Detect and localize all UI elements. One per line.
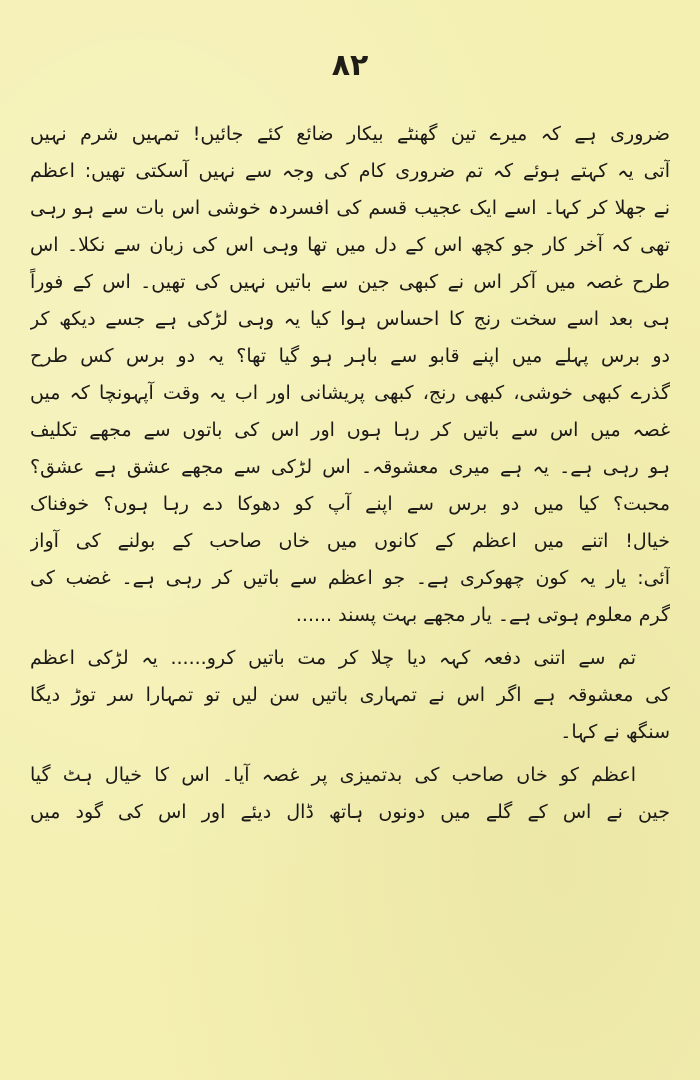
text-line: طرح غصہ میں آکر اس نے کبھی جین سے باتیں نہیں کی تھیں۔ اس کے فوراً — [30, 271, 670, 293]
text-line: غصہ میں اس سے باتیں کر رہا ہوں اور اس کی باتوں سے مجھے تکلیف — [30, 419, 670, 441]
text-line: آئی: یار یہ کون چھوکری ہے۔ جو اعظم سے باتیں کر رہی ہے۔ غضب کی — [30, 567, 670, 589]
text-line: گرم معلوم ہوتی ہے۔ یار مجھے بہت پسند ...... — [295, 604, 670, 626]
text-line: گذرے کبھی خوشی، کبھی رنج، کبھی پریشانی اور اب یہ وقت آپہونچا کہ میں — [30, 382, 670, 404]
page-text — [30, 116, 670, 831]
text-line: ہو رہی ہے۔ یہ ہے میری معشوقہ۔ اس لڑکی سے مجھے عشق ہے عشق؟ — [30, 456, 670, 478]
text-line: سنگھ نے کہا۔ — [560, 721, 670, 743]
text-line: اعظم کو خاں صاحب کی بدتمیزی پر غصہ آیا۔ اس کا خیال ہٹ گیا — [30, 764, 636, 786]
text-line: آتی یہ کہتے ہوئے کہ تم ضروری کام کی وجہ سے نہیں آسکتی تھیں: اعظم — [30, 160, 670, 182]
text-line: نے جھلا کر کہا۔ اسے ایک عجیب قسم کی افسردہ خوشی اس بات سے ہو رہی — [30, 197, 670, 219]
text-line: ضروری ہے کہ میرے تین گھنٹے بیکار ضائع کئے جائیں! تمہیں شرم نہیں — [30, 123, 670, 145]
page-number: ۸۲ — [331, 48, 369, 83]
text-line: خیال! اتنے میں اعظم کے کانوں میں خاں صاحب کے بولنے کی آواز — [30, 530, 670, 552]
text-line: ہی بعد اسے سخت رنج کا احساس ہوا کیا یہ وہی لڑکی ہے جسے دیکھ کر — [30, 308, 670, 330]
text-line: جین نے اس کے گلے میں دونوں ہاتھ ڈال دیئے اور اس کی گود میں — [30, 801, 670, 823]
text-line: دو برس پہلے میں اپنے قابو سے باہر ہو گیا تھا؟ یہ دو برس کس طرح — [30, 345, 670, 367]
text-line: تھی کہ آخر کار جو کچھ اس کے دل میں تھا وہی اس کی زبان سے نکلا۔ اس — [30, 234, 670, 256]
text-line: تم سے اتنی دفعہ کہہ دیا چلا کر مت باتیں کرو...... یہ لڑکی اعظم — [30, 647, 636, 669]
text-line: محبت؟ کیا میں دو برس سے اپنے آپ کو دھوکا دے رہا ہوں؟ خوفناک — [30, 493, 670, 515]
text-line: کی معشوقہ ہے اگر اس نے تمہاری باتیں سن لیں تو تمہارا سر توڑ دیگا — [30, 684, 670, 706]
